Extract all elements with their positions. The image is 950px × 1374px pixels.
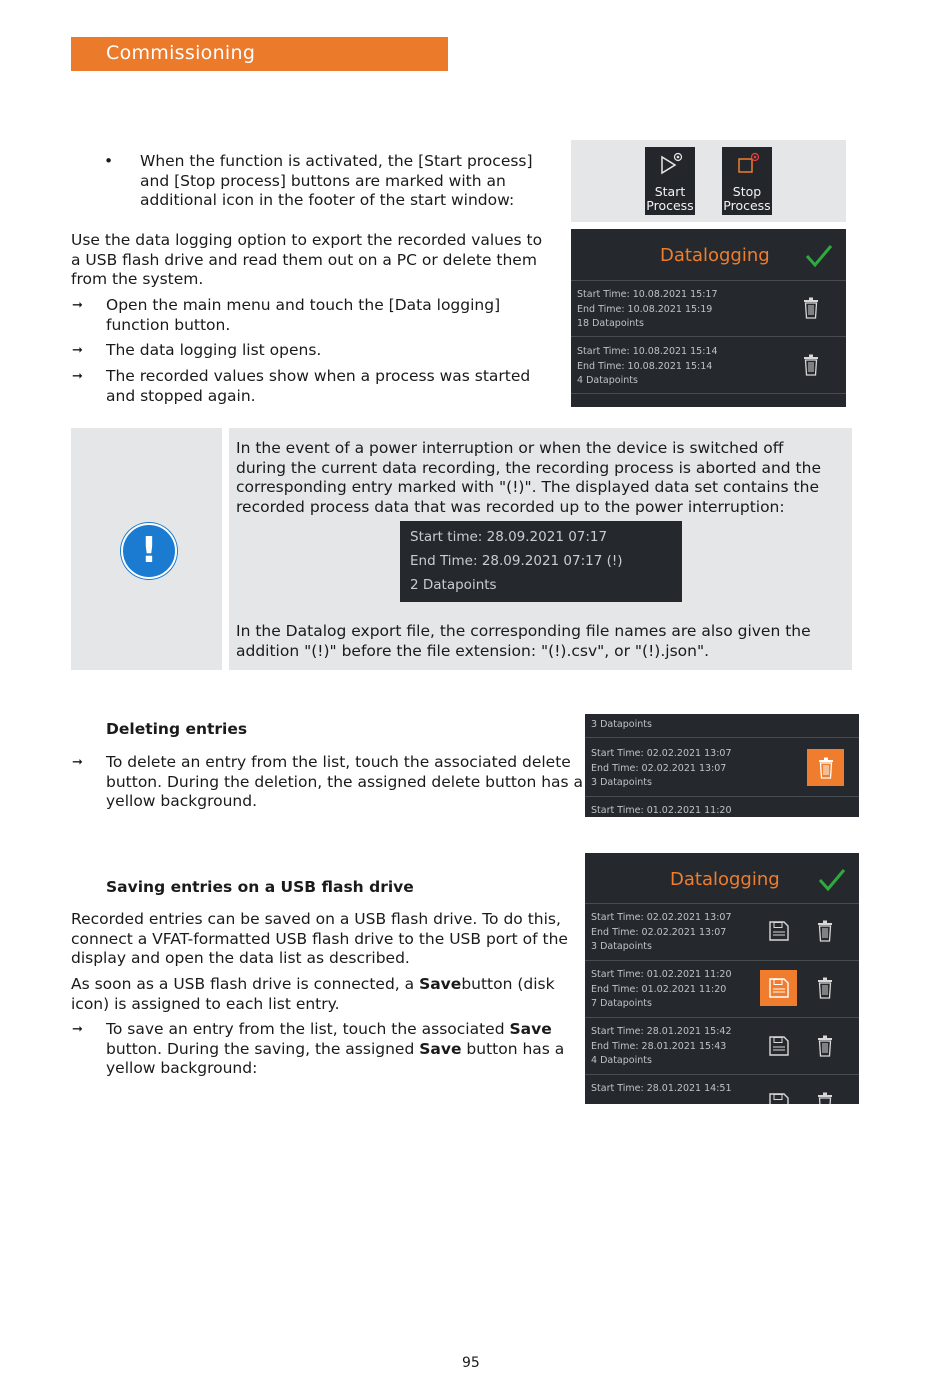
power-interruption-example: Start time: 28.09.2021 07:17 End Time: 28.09.2021 07:17 (!) 2 Datapoints	[400, 521, 682, 602]
stop-process-button[interactable]: Stop Process	[722, 147, 772, 215]
delete-screenshot: 3 Datapoints Start Time: 02.02.2021 13:07 End Time: 02.02.2021 13:07 3 Datapoints Start Time: 01.02.2021 11:20	[585, 714, 859, 817]
saving-step: To save an entry from the list, touch the associated Save button. During the saving, the assigned Save button has a yellow background:	[106, 1020, 565, 1077]
list-item[interactable]: Start Time: 02.02.2021 13:07 End Time: 02.02.2021 13:07 3 Datapoints	[591, 912, 732, 952]
trash-icon[interactable]	[803, 354, 819, 376]
trash-icon[interactable]	[817, 920, 833, 942]
save-screenshot	[585, 853, 859, 1104]
check-icon	[817, 867, 847, 893]
trash-icon[interactable]	[817, 977, 833, 999]
notice-icon-panel	[71, 428, 222, 670]
list-item[interactable]: Start Time: 02.02.2021 13:07 End Time: 02.02.2021 13:07 3 Datapoints	[591, 748, 732, 788]
step-arrow: ➞	[72, 755, 83, 770]
step-arrow: ➞	[72, 343, 83, 358]
delete-button-active[interactable]	[807, 749, 844, 786]
section-title: Commissioning	[106, 42, 256, 64]
step-3: The recorded values show when a process was started and stopped again.	[106, 367, 531, 405]
step-2: The data logging list opens.	[106, 341, 322, 359]
info-exclamation-icon: !	[121, 523, 177, 579]
notice-footer: In the Datalog export file, the corresponding file names are also given the addition "(!)" before the file extension: "(!).csv", or "(!).json".	[236, 622, 811, 660]
notice-text: In the event of a power interruption or when the device is switched off during the current data recording, the recording process is aborted and the corresponding entry marked with "(!)". The displayed data set contains the recorded process data that was recorded up to the power interruption:	[236, 439, 821, 516]
page-number: 95	[462, 1355, 480, 1371]
step-1: Open the main menu and touch the [Data logging] function button.	[106, 296, 501, 334]
save-button-active[interactable]	[760, 970, 797, 1006]
deleting-step: To delete an entry from the list, touch the associated delete button. During the deletion, the assigned delete button has a yellow background.	[106, 753, 584, 810]
list-item[interactable]: Start Time: 28.01.2021 14:51	[591, 1083, 732, 1094]
datalogging-screenshot	[571, 229, 846, 407]
step-arrow: ➞	[72, 369, 83, 384]
intro-bullet: When the function is activated, the [Start process] and [Stop process] buttons are marked with an additional icon in the footer of the start window:	[140, 152, 533, 209]
save-disk-icon[interactable]	[769, 1036, 789, 1056]
save-disk-icon[interactable]	[769, 1093, 789, 1104]
bullet-marker: •	[104, 152, 114, 170]
section-header	[71, 37, 448, 71]
list-item[interactable]: Start Time: 01.02.2021 11:20 End Time: 01.02.2021 11:20 7 Datapoints	[591, 969, 732, 1009]
list-item[interactable]: Start Time: 10.08.2021 15:17 End Time: 10.08.2021 15:19 18 Datapoints	[577, 289, 718, 329]
saving-paragraph-2: As soon as a USB flash drive is connected, a Savebutton (disk icon) is assigned to each list entry.	[71, 975, 555, 1013]
trash-icon[interactable]	[817, 1035, 833, 1057]
datalogging-title: Datalogging	[660, 245, 770, 266]
stop-icon	[736, 152, 762, 176]
deleting-heading: Deleting entries	[106, 720, 248, 738]
save-disk-icon	[769, 978, 789, 998]
trash-icon	[818, 757, 834, 779]
trash-icon[interactable]	[817, 1092, 833, 1104]
step-arrow: ➞	[72, 1022, 83, 1037]
saving-paragraph: Recorded entries can be saved on a USB flash drive. To do this, connect a VFAT-formatted USB flash drive to the USB port of the display and open the data list as described.	[71, 910, 568, 967]
play-icon	[659, 152, 685, 176]
saving-heading: Saving entries on a USB flash drive	[106, 878, 414, 896]
list-item[interactable]: Start Time: 28.01.2021 15:42 End Time: 28.01.2021 15:43 4 Datapoints	[591, 1026, 732, 1066]
datalogging-title: Datalogging	[670, 869, 780, 890]
check-icon	[804, 243, 834, 269]
trash-icon[interactable]	[803, 297, 819, 319]
step-arrow: ➞	[72, 298, 83, 313]
start-process-button[interactable]: Start Process	[645, 147, 695, 215]
intro-paragraph: Use the data logging option to export the recorded values to a USB flash drive and read them out on a PC or delete them from the system.	[71, 231, 543, 288]
list-item[interactable]: Start Time: 10.08.2021 15:14 End Time: 10.08.2021 15:14 4 Datapoints	[577, 346, 718, 386]
save-disk-icon[interactable]	[769, 921, 789, 941]
process-buttons-screenshot	[571, 140, 846, 222]
